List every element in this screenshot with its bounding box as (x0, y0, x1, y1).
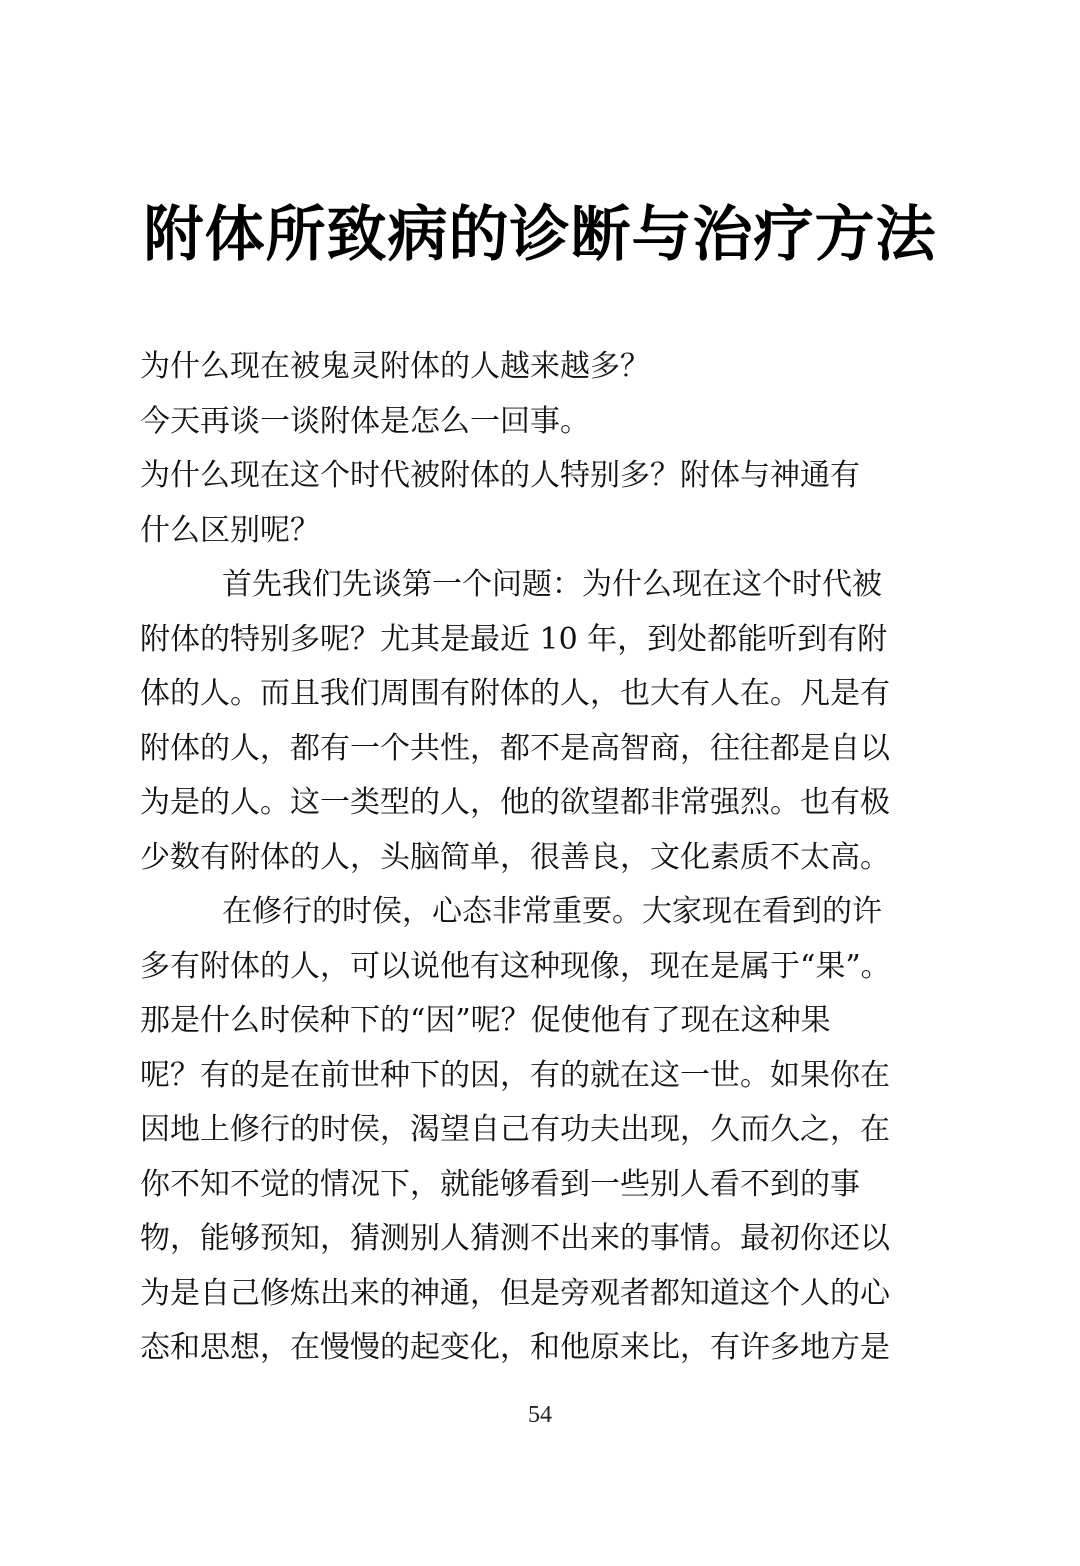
text-line: 在修行的时侯，心态非常重要。大家现在看到的许 (222, 894, 882, 929)
text-line: 为什么现在这个时代被附体的人特别多？附体与神通有 (140, 458, 860, 493)
body-text (140, 340, 950, 1376)
text-line: 物，能够预知，猜测别人猜测不出来的事情。最初你还以 (140, 1221, 890, 1256)
text-line: 附体的人，都有一个共性，都不是高智商，往往都是自以 (140, 730, 890, 766)
text-line: 态和思想，在慢慢的起变化，和他原来比，有许多地方是 (140, 1330, 890, 1365)
text-line: 为是的人。这一类型的人，他的欲望都非常强烈。也有极 (140, 785, 890, 820)
text-line: 那是什么时侯种下的“因”呢？促使他有了现在这种果 (140, 1003, 831, 1038)
text-line: 为是自己修炼出来的神通，但是旁观者都知道这个人的心 (140, 1275, 890, 1311)
text-line: 多有附体的人，可以说他有这种现像，现在是属于“果”。 (140, 948, 891, 984)
text-line: 你不知不觉的情况下，就能够看到一些别人看不到的事 (140, 1166, 860, 1202)
text-line: 少数有附体的人，头脑简单，很善良，文化素质不太高。 (140, 839, 890, 875)
text-line: 附体的特别多呢？尤其是最近 10 年，到处都能听到有附 (140, 621, 888, 657)
text-line: 呢？有的是在前世种下的因，有的就在这一世。如果你在 (140, 1057, 890, 1093)
text-line: 因地上修行的时侯，渴望自己有功夫出现，久而久之，在 (140, 1112, 890, 1147)
text-line: 什么区别呢？ (140, 512, 320, 548)
page-title: 附体所致病的诊断与治疗方法 (143, 200, 937, 270)
text-line: 体的人。而且我们周围有附体的人，也大有人在。凡是有 (140, 676, 890, 711)
text-line: 首先我们先谈第一个问题：为什么现在这个时代被 (222, 567, 882, 602)
text-line: 为什么现在被鬼灵附体的人越来越多？ (140, 349, 650, 384)
page-number: 54 (528, 1402, 552, 1428)
text-line: 今天再谈一谈附体是怎么一回事。 (140, 403, 590, 439)
